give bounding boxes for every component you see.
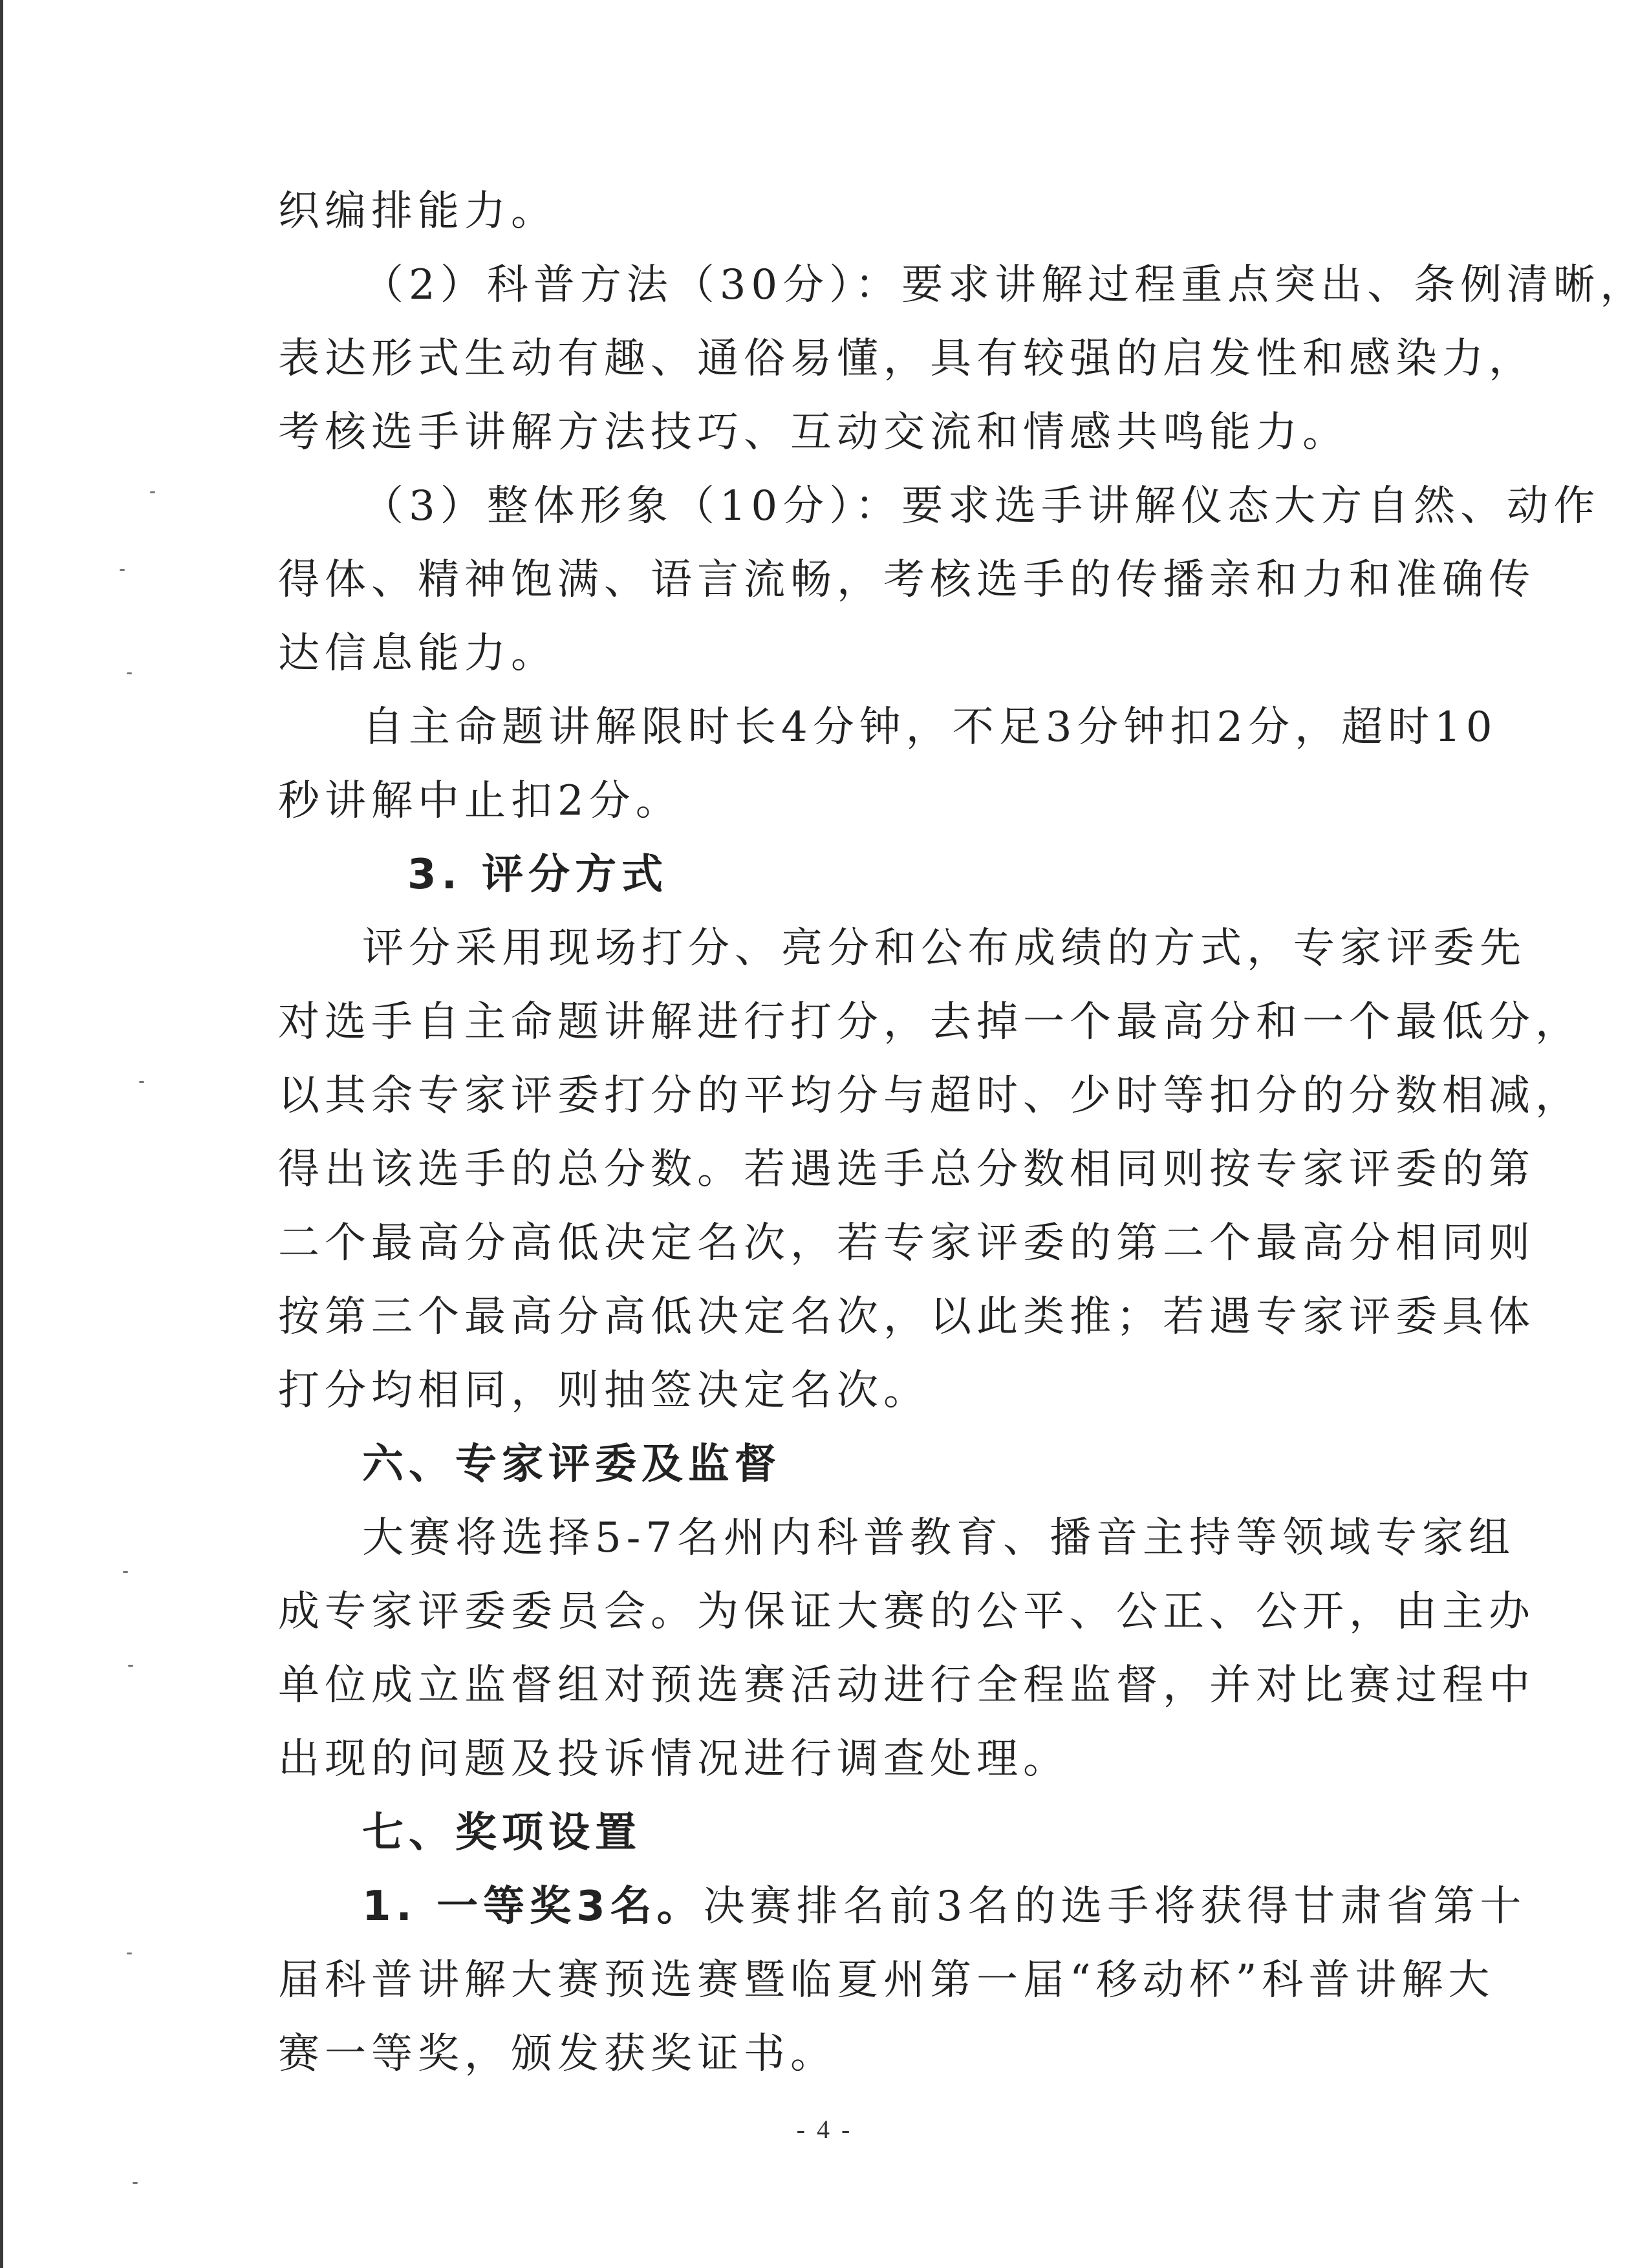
scan-page-edge	[0, 0, 3, 2268]
text-line: （2）科普方法（30分）：要求讲解过程重点突出、条例清晰，	[362, 261, 1647, 309]
scan-speck	[133, 2182, 138, 2184]
scan-speck	[128, 1665, 133, 1667]
text-line: 得出该选手的总分数。若遇选手总分数相同则按专家评委的第	[278, 1146, 1535, 1193]
text-line: 成专家评委委员会。为保证大赛的公平、公正、公开，由主办	[278, 1588, 1535, 1636]
scan-speck	[127, 672, 132, 674]
text-line: 打分均相同，则抽签决定名次。	[278, 1367, 930, 1415]
text-line: 织编排能力。	[278, 187, 557, 235]
document-body	[278, 175, 1647, 2091]
text-line: 以其余专家评委打分的平均分与超时、少时等扣分的分数相减，	[278, 1072, 1582, 1120]
text-line: 单位成立监督组对预选赛活动进行全程监督，并对比赛过程中	[278, 1662, 1535, 1709]
section-heading-scoring: 3. 评分方式	[407, 851, 669, 899]
text-line: 秒讲解中止扣2分。	[278, 777, 682, 825]
award-first-line	[278, 1870, 1527, 1943]
text-line: 大赛将选择5-7名州内科普教育、播音主持等领域专家组	[362, 1514, 1516, 1562]
page-number: - 4 -	[796, 2115, 853, 2144]
scan-speck	[139, 1081, 144, 1083]
section-heading-awards: 七、奖项设置	[362, 1809, 641, 1857]
scan-speck	[120, 569, 125, 571]
text-line: 表达形式生动有趣、通俗易懂，具有较强的启发性和感染力，	[278, 335, 1535, 383]
text-line: 按第三个最高分高低决定名次，以此类推；若遇专家评委具体	[278, 1293, 1535, 1341]
text-line: 届科普讲解大赛预选赛暨临夏州第一届“移动杯”科普讲解大	[278, 1956, 1495, 2004]
award-first-prize-label: 1. 一等奖3名。	[362, 1883, 704, 1931]
text-line: 达信息能力。	[278, 630, 557, 678]
section-heading-judges: 六、专家评委及监督	[362, 1440, 781, 1488]
scan-speck	[127, 1952, 132, 1954]
text-line: 自主命题讲解限时长4分钟，不足3分钟扣2分，超时10	[362, 703, 1498, 751]
scan-speck	[150, 491, 155, 493]
text-line: 考核选手讲解方法技巧、互动交流和情感共鸣能力。	[278, 409, 1349, 456]
text-line: 对选手自主命题讲解进行打分，去掉一个最高分和一个最低分，	[278, 998, 1582, 1046]
text-line: 二个最高分高低决定名次，若专家评委的第二个最高分相同则	[278, 1219, 1535, 1267]
award-first-prize-text: 决赛排名前3名的选手将获得甘肃省第十	[703, 1883, 1527, 1931]
scan-speck	[123, 1571, 128, 1573]
text-line: 评分采用现场打分、亮分和公布成绩的方式，专家评委先	[362, 925, 1526, 972]
text-line: 出现的问题及投诉情况进行调查处理。	[278, 1735, 1070, 1783]
text-line: 赛一等奖，颁发获奖证书。	[278, 2030, 837, 2078]
text-line: （3）整体形象（10分）：要求选手讲解仪态大方自然、动作	[362, 482, 1600, 530]
text-line: 得体、精神饱满、语言流畅，考核选手的传播亲和力和准确传	[278, 556, 1535, 604]
